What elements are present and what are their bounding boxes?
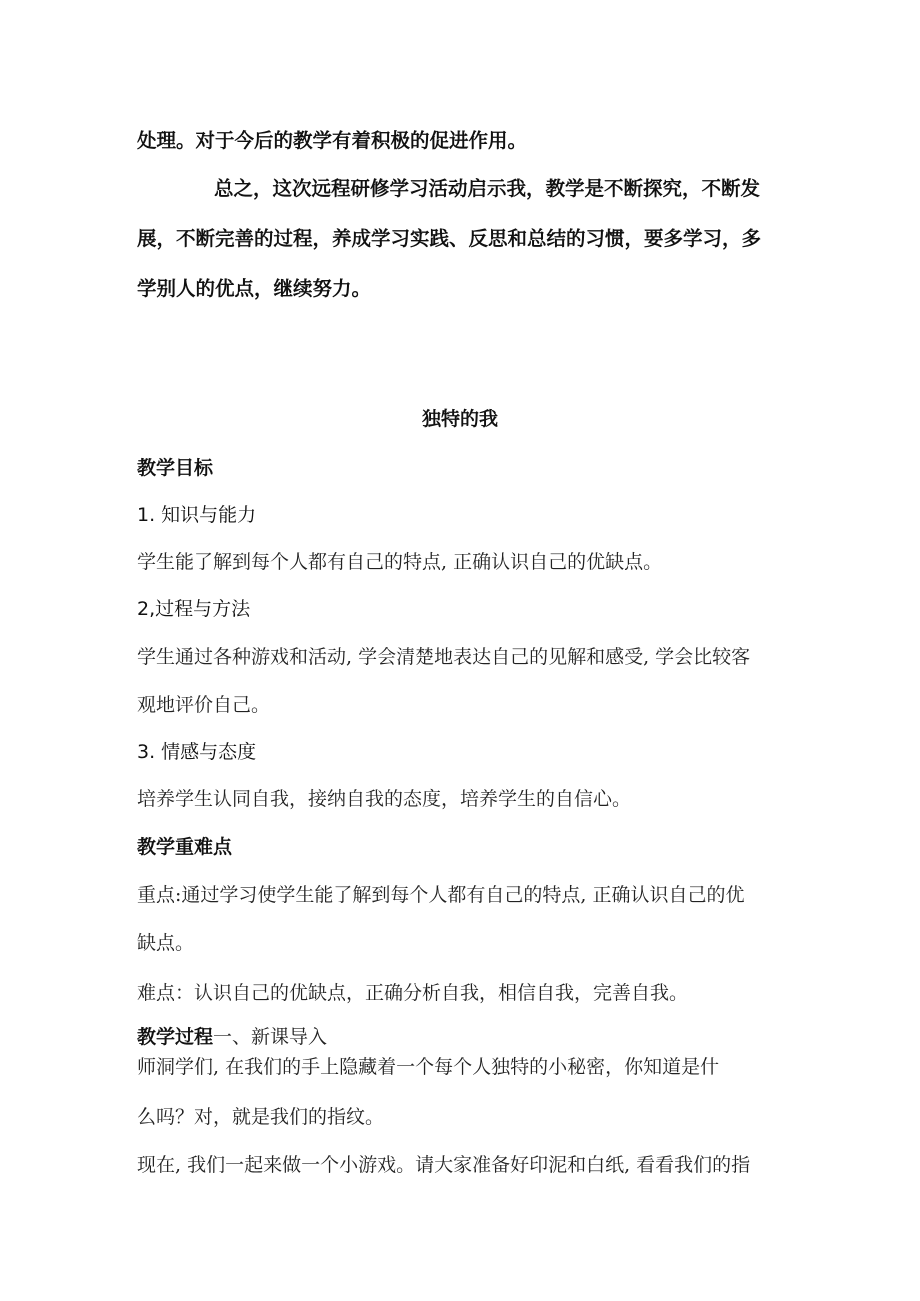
objective-2-heading: 2,过程与方法: [137, 598, 251, 620]
process-paragraph-1-line-1: 师洞学们, 在我们的手上隐藏着一个每个人独特的小秘密，你知道是什: [137, 1056, 720, 1078]
objective-3-text: 培养学生认同自我，接纳自我的态度，培养学生的自信心。: [137, 788, 632, 810]
intro-line-1: 处理。对于今后的教学有着积极的促进作用。: [137, 129, 528, 152]
objective-1-heading: 1. 知识与能力: [137, 504, 257, 526]
process-heading-section: 一、新课导入: [213, 1026, 328, 1048]
process-heading-label: 教学过程: [137, 1026, 214, 1048]
objective-1-text: 学生能了解到每个人都有自己的特点, 正确认识自己的优缺点。: [137, 551, 663, 573]
focus-line-1: 重点:通过学习使学生能了解到每个人都有自己的特点, 正确认识自己的优: [137, 884, 745, 906]
objective-2-text-line-2: 观地评价自己。: [137, 694, 271, 716]
intro-line-4: 学别人的优点，继续努力。: [137, 277, 372, 300]
objectives-heading: 教学目标: [137, 457, 214, 479]
process-heading: [137, 1024, 327, 1050]
document-title: 独特的我: [421, 408, 498, 430]
difficulty-text: 难点：认识自己的优缺点，正确分析自我，相信自我，完善自我。: [137, 982, 689, 1004]
focus-line-2: 缺点。: [137, 932, 195, 954]
objective-2-text-line-1: 学生通过各种游戏和活动, 学会清楚地表达自己的见解和感受, 学会比较客: [137, 646, 751, 668]
objective-3-heading: 3. 情感与态度: [137, 741, 257, 763]
process-paragraph-1-line-2: 么吗？对，就是我们的指纹。: [137, 1106, 385, 1128]
intro-line-3: 展，不断完善的过程，养成学习实践、反思和总结的习惯，要多学习，多: [137, 227, 762, 250]
process-paragraph-2-line-1: 现在, 我们一起来做一个小游戏。请大家准备好印泥和白纸, 看看我们的指: [137, 1154, 751, 1176]
key-points-heading: 教学重难点: [137, 836, 233, 858]
intro-line-2: 总之，这次远程研修学习活动启示我，教学是不断探究，不断发: [214, 177, 761, 200]
